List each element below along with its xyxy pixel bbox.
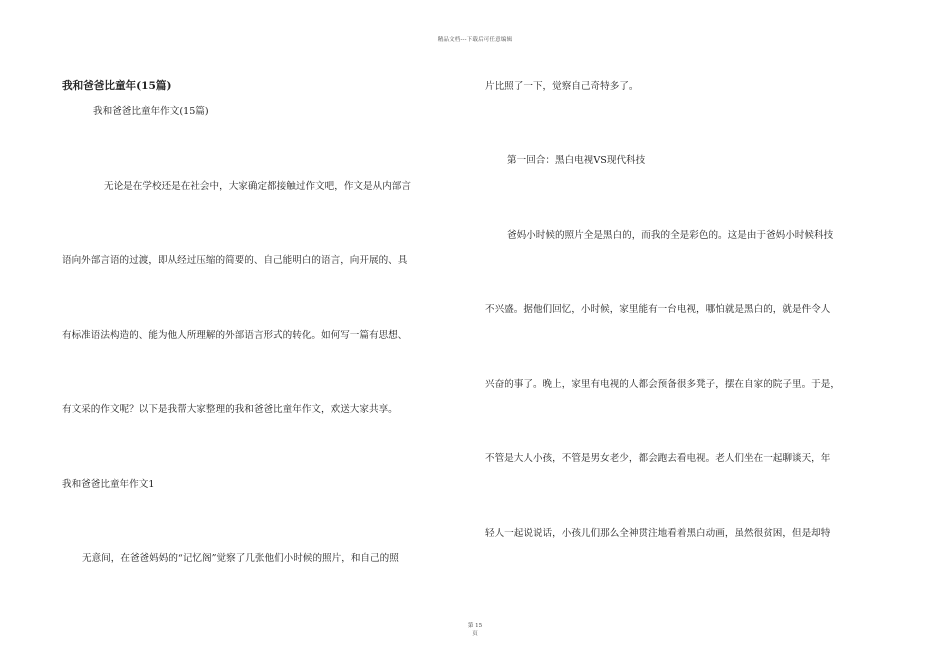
paragraph-line: 不兴盛。据他们回忆，小时候，家里能有一台电视，哪怕就是黑白的，就是件令人 [485, 304, 831, 315]
paragraph-line: 无论是在学校还是在社会中，大家确定都接触过作文吧，作文是从内部言 [104, 181, 411, 192]
left-column [62, 0, 482, 672]
right-column [485, 0, 905, 672]
paragraph-line: 轻人一起说说话，小孩儿们那么全神贯注地看着黑白动画，虽然很贫困，但是却特 [485, 528, 831, 539]
section-heading: 我和爸爸比童年作文1 [62, 479, 155, 490]
document-title: 我和爸爸比童年(15篇) [62, 80, 172, 92]
paragraph-line: 片比照了一下，觉察自己奇特多了。 [485, 81, 639, 92]
paragraph-line: 爸妈小时候的照片全是黑白的，而我的全是彩色的。这是由于爸妈小时候科技 [507, 230, 834, 241]
page-number-line: 第 15 [467, 623, 483, 629]
page-number [0, 622, 950, 638]
paragraph-line: 兴奋的事了。晚上，家里有电视的人都会预备很多凳子，摆在自家的院子里。于是， [485, 379, 840, 390]
paragraph-line: 语向外部言语的过渡，即从经过压缩的简要的、自己能明白的语言，向开展的、具 [62, 255, 408, 266]
document-subtitle: 我和爸爸比童年作文(15篇) [93, 106, 209, 117]
round-heading: 第一回合：黑白电视VS现代科技 [507, 155, 646, 166]
paragraph-line: 不管是大人小孩，不管是男女老少，都会跑去看电视。老人们坐在一起聊谈天，年 [485, 453, 831, 464]
paragraph-line: 有标准语法构造的、能为他人所理解的外部语言形式的转化。如何写一篇有思想、 [62, 330, 408, 341]
page-number-unit: 页 [472, 631, 478, 637]
page-header: 精品文档---下载后可任意编辑 [437, 37, 513, 43]
paragraph-line: 无意间，在爸爸妈妈的“记忆阁”觉察了几张他们小时候的照片，和自己的照 [82, 553, 399, 564]
paragraph-line: 有文采的作文呢？以下是我帮大家整理的我和爸爸比童年作文，欢送大家共享。 [62, 404, 398, 415]
